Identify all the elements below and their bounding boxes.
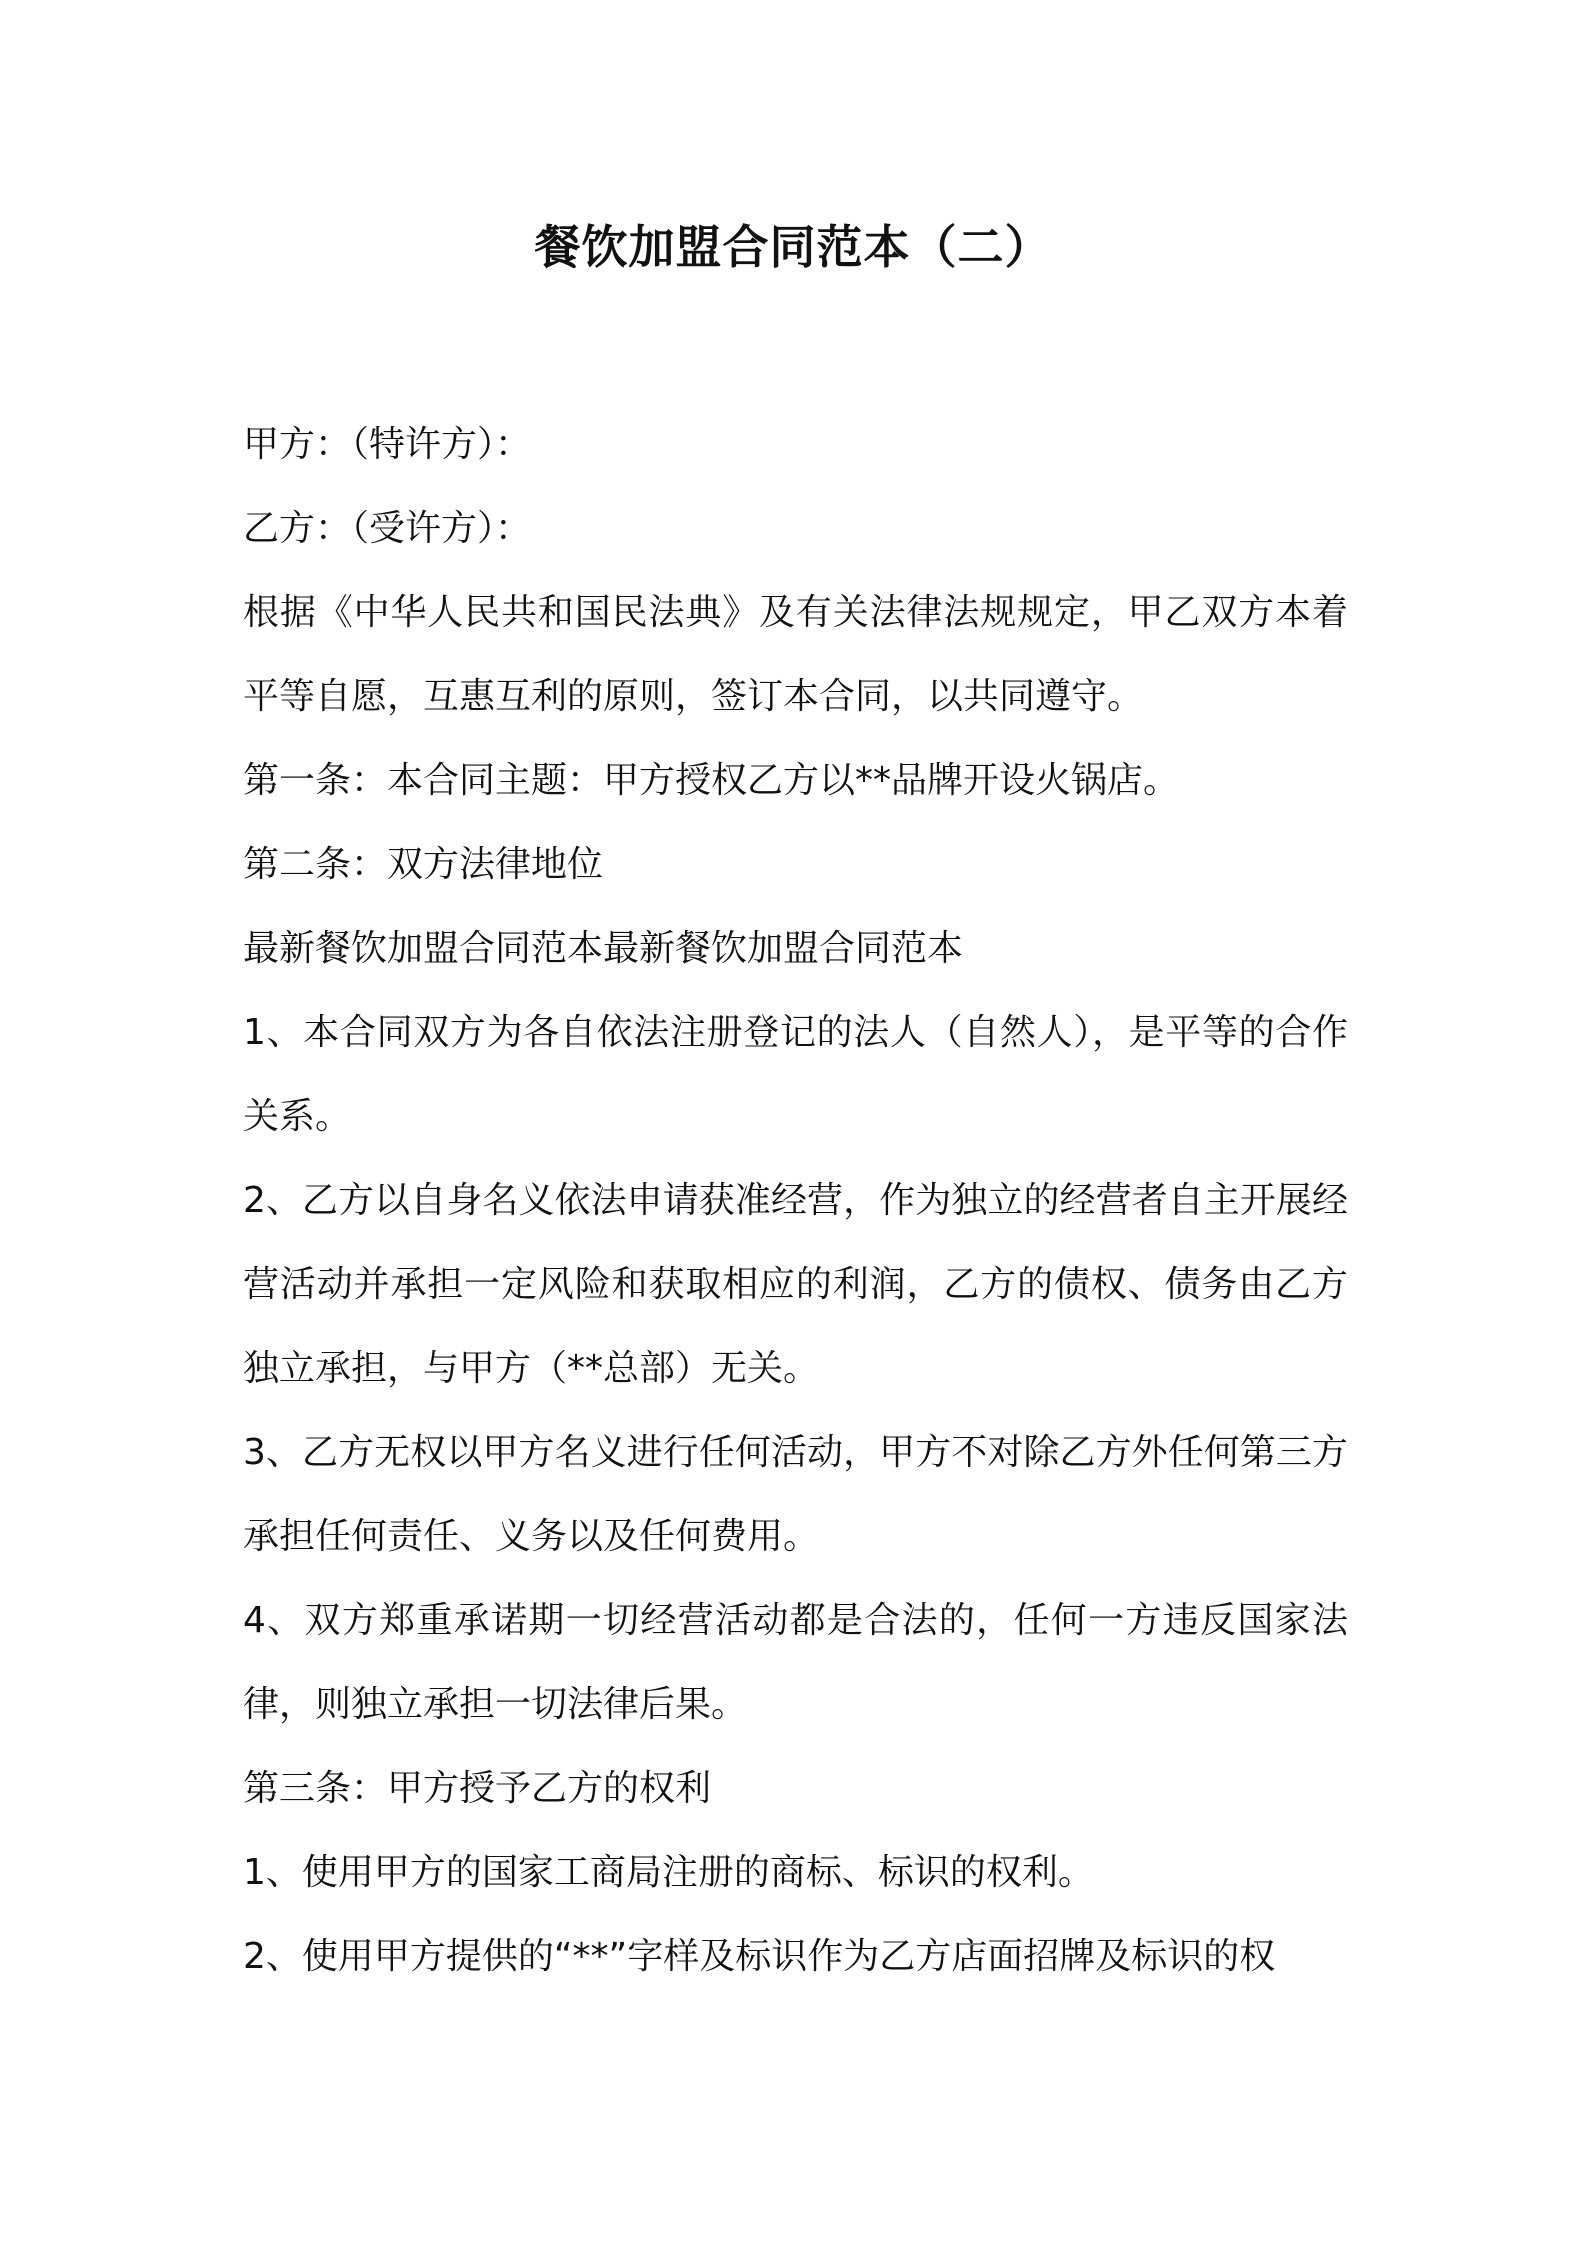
party-a-line: 甲方：（特许方）：	[243, 424, 532, 465]
document-title: 餐饮加盟合同范本（二）	[534, 220, 1052, 274]
article-3-heading: 第三条：甲方授予乙方的权利	[243, 1768, 712, 1809]
article-1-paragraph: 第一条：本合同主题：甲方授权乙方以**品牌开设火锅店。	[243, 760, 1180, 801]
preamble-paragraph: 根据《中华人民共和国民法典》及有关法律法规规定，甲乙双方本着平等自愿，互惠互利的原则，签订本合同，以共同遵守。	[243, 592, 1348, 717]
article-3-clause-2: 2、使用甲方提供的“**”字样及标识作为乙方店面招牌及标识的权	[243, 1936, 1276, 1977]
article-2-clause-2: 2、乙方以自身名义依法申请获准经营，作为独立的经营者自主开展经营活动并承担一定风险和获取相应的利润，乙方的债权、债务由乙方独立承担，与甲方（**总部）无关。	[243, 1180, 1348, 1389]
document-body	[243, 403, 1348, 1999]
article-2-heading: 第二条：双方法律地位	[243, 844, 604, 885]
article-2-clause-4: 4、双方郑重承诺期一切经营活动都是合法的，任何一方违反国家法律，则独立承担一切法律后果。	[243, 1600, 1348, 1725]
article-3-clause-1: 1、使用甲方的国家工商局注册的商标、标识的权利。	[243, 1852, 1094, 1893]
article-2-clause-3: 3、乙方无权以甲方名义进行任何活动，甲方不对除乙方外任何第三方承担任何责任、义务以及任何费用。	[243, 1432, 1348, 1557]
party-b-line: 乙方：（受许方）：	[243, 508, 532, 549]
repeated-title-line: 最新餐饮加盟合同范本最新餐饮加盟合同范本	[243, 928, 964, 969]
article-2-clause-1: 1、本合同双方为各自依法注册登记的法人（自然人），是平等的合作关系。	[243, 1012, 1348, 1137]
